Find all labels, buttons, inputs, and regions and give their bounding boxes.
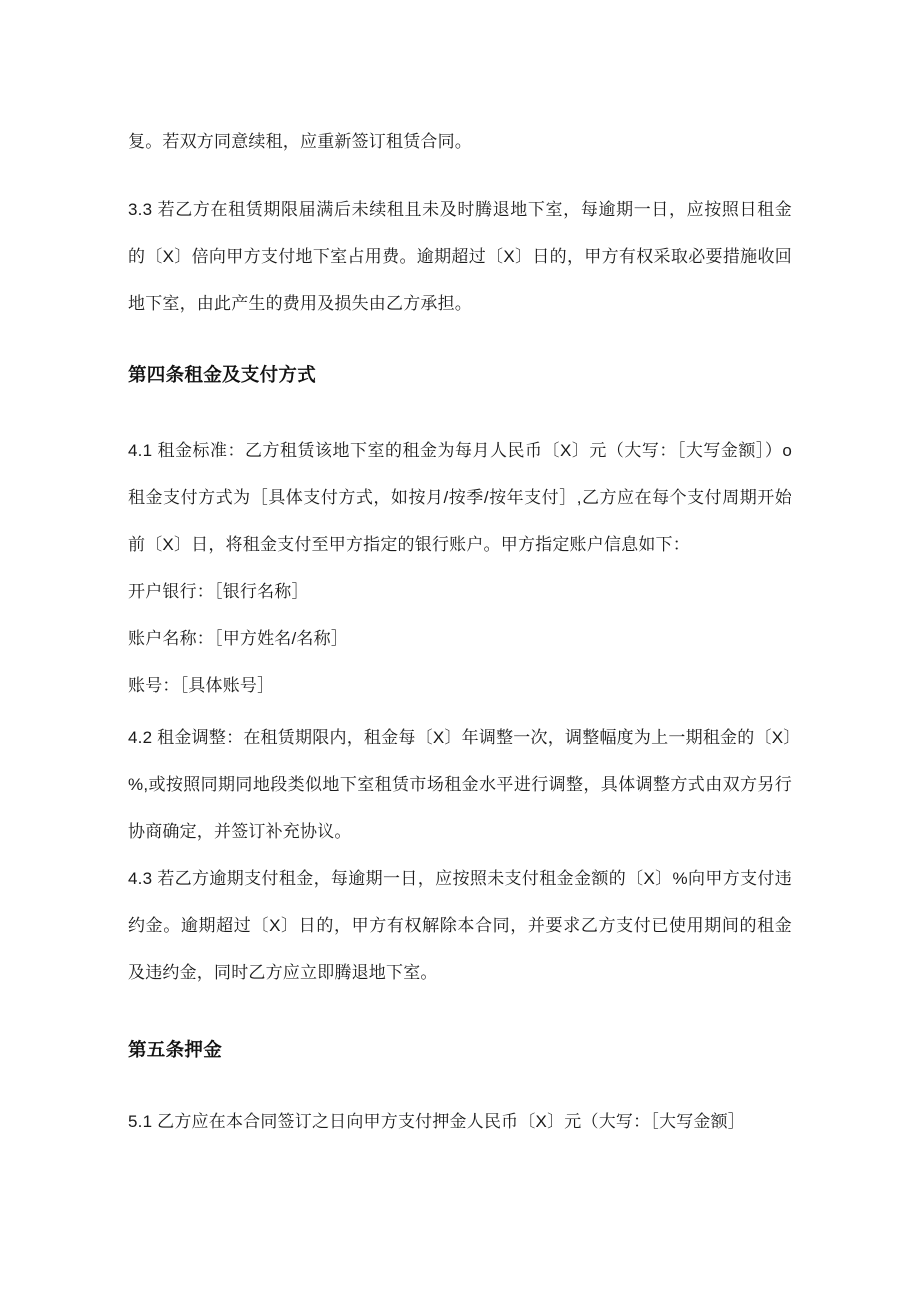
clause-4-3-paragraph: 4.3 若乙方逾期支付租金，每逾期一日，应按照未支付租金金额的〔X〕%向甲方支付违约金。逾期超过〔X〕日的，甲方有权解除本合同，并要求乙方支付已使用期间的租金及违约金，同时乙方应立即腾退地下室。	[128, 869, 792, 982]
bank-line-opening-bank: 开户银行：［银行名称］	[128, 582, 309, 601]
heading-article-5: 第五条押金	[128, 1039, 223, 1060]
heading-article-5-block	[128, 1035, 792, 1065]
bank-line-account-number: 账号：［具体账号］	[128, 676, 275, 695]
bank-line-account-name: 账户名称：［甲方姓名/名称］	[128, 629, 349, 648]
continuation-paragraph: 复。若双方同意续租，应重新签订租赁合同。	[128, 132, 472, 151]
clause-5-1-block	[128, 1098, 792, 1145]
clause-5-1-paragraph: 5.1 乙方应在本合同签订之日向甲方支付押金人民币〔X〕元（大写：［大写金额］	[128, 1112, 745, 1131]
clause-4-3-block	[128, 855, 792, 996]
heading-article-4: 第四条租金及支付方式	[128, 364, 317, 385]
clause-4-2-block	[128, 714, 792, 855]
clause-3-3-block	[128, 186, 792, 327]
clause-3-3-paragraph: 3.3 若乙方在租赁期限届满后未续租且未及时腾退地下室，每逾期一日，应按照日租金的〔X〕倍向甲方支付地下室占用费。逾期超过〔X〕日的，甲方有权采取必要措施收回地下室，由此产生的费用及损失由乙方承担。	[128, 200, 792, 313]
heading-article-4-block	[128, 360, 792, 390]
continuation-paragraph-block	[128, 118, 792, 165]
clause-4-1-paragraph: 4.1 租金标准：乙方租赁该地下室的租金为每月人民币〔X〕元（大写：［大写金额］）o租金支付方式为［具体支付方式，如按月/按季/按年支付］,乙方应在每个支付周期开始前〔X〕日，将租金支付至甲方指定的银行账户。甲方指定账户信息如下：	[128, 441, 792, 554]
bank-account-block	[128, 568, 792, 709]
clause-4-1-block	[128, 427, 792, 568]
clause-4-2-paragraph: 4.2 租金调整：在租赁期限内，租金每〔X〕年调整一次，调整幅度为上一期租金的〔X〕%,或按照同期同地段类似地下室租赁市场租金水平进行调整，具体调整方式由双方另行协商确定，并签订补充协议。	[128, 728, 792, 841]
